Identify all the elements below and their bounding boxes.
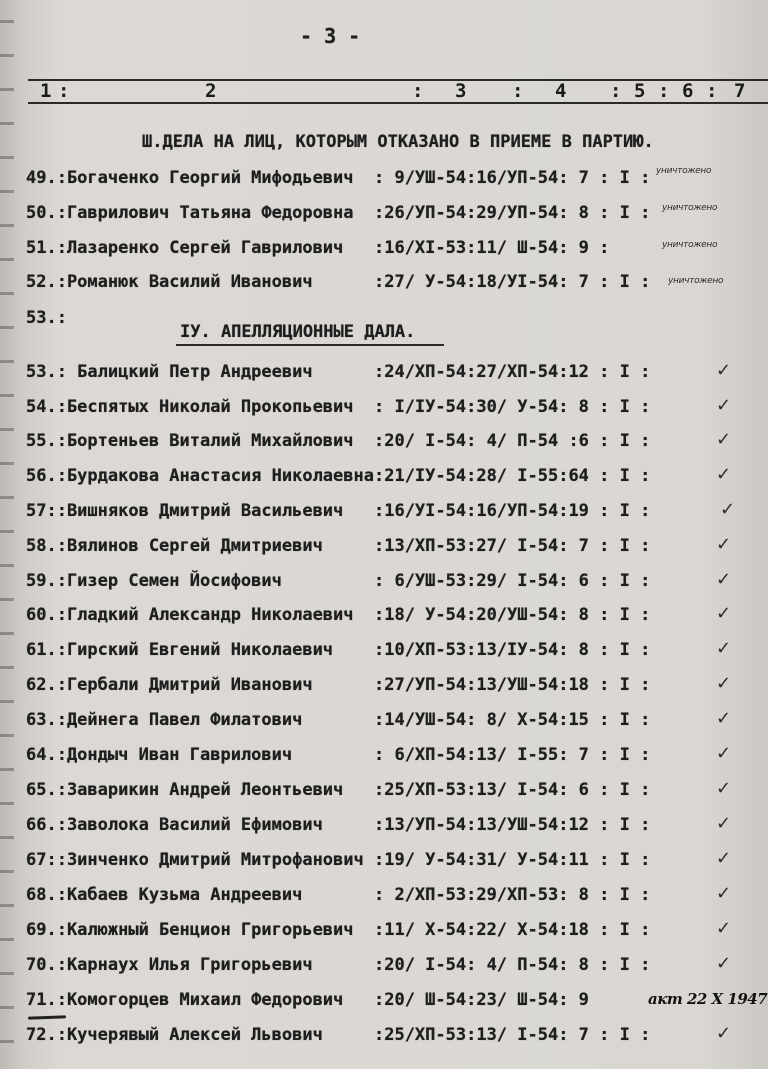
table-row: 50.:Гаврилович Татьяна Федоровна :26/УП-54:29/УП-54: 8 : I :: [26, 203, 651, 223]
header-sep: :: [706, 80, 718, 102]
table-row: 53.:: [26, 308, 67, 328]
table-row: 59.:Гизер Семен Йосифович : 6/УШ-53:29/ I-54: 6 : I :: [26, 571, 651, 591]
check-mark: ✓: [716, 603, 732, 624]
header-col-3: 3: [455, 80, 467, 102]
header-sep: :: [610, 80, 622, 102]
table-row: 63.:Дейнега Павел Филатович :14/УШ-54: 8/ Х-54:15 : I :: [26, 710, 651, 730]
table-row: 49.:Богаченко Георгий Мифодьевич : 9/УШ-54:16/УП-54: 7 : I :: [26, 168, 651, 188]
handwritten-note: уничтожено: [668, 276, 724, 286]
table-row: 72.:Кучерявый Алексей Львович :25/ХП-53:13/ I-54: 7 : I :: [26, 1025, 651, 1045]
header-col-6: 6: [682, 80, 694, 102]
header-sep: :: [512, 80, 524, 102]
handwritten-act-note: акт 22 X 1947: [648, 990, 768, 1008]
check-mark: ✓: [716, 673, 732, 694]
table-row: 71.:Комогорцев Михаил Федорович :20/ Ш-54:23/ Ш-54: 9: [26, 990, 589, 1010]
header-col-5: 5: [634, 80, 646, 102]
section-4-underline: [176, 344, 444, 346]
table-row: 64.:Дондыч Иван Гаврилович : 6/ХП-54:13/ I-55: 7 : I :: [26, 745, 651, 765]
binding-edge: [0, 0, 14, 1069]
check-mark: ✓: [716, 848, 732, 869]
table-row: 58.:Вялинов Сергей Дмитриевич :13/ХП-53:27/ I-54: 7 : I :: [26, 536, 651, 556]
table-row: 67::Зинченко Дмитрий Митрофанович :19/ У-54:31/ У-54:11 : I :: [26, 850, 651, 870]
handwritten-note: уничтожено: [656, 166, 712, 176]
table-row: 61.:Гирский Евгений Николаевич :10/ХП-53:13/IУ-54: 8 : I :: [26, 640, 651, 660]
check-mark: ✓: [716, 708, 732, 729]
check-mark: ✓: [716, 953, 732, 974]
table-row: 65.:Заварикин Андрей Леонтьевич :25/ХП-53:13/ I-54: 6 : I :: [26, 780, 651, 800]
section-4-title: IУ. АПЕЛЛЯЦИОННЫЕ ДАЛА.: [180, 322, 416, 342]
header-sep: :: [58, 80, 70, 102]
table-row: 57::Вишняков Дмитрий Васильевич :16/УI-54:16/УП-54:19 : I :: [26, 501, 651, 521]
table-row: 54.:Беспятых Николай Прокопьевич : I/IУ-54:30/ У-54: 8 : I :: [26, 397, 651, 417]
table-row: 60.:Гладкий Александр Николаевич :18/ У-54:20/УШ-54: 8 : I :: [26, 605, 651, 625]
table-row: 52.:Романюк Василий Иванович :27/ У-54:18/УI-54: 7 : I :: [26, 272, 651, 292]
check-mark: ✓: [716, 918, 732, 939]
check-mark: ✓: [716, 360, 732, 381]
table-row: 55.:Бортеньев Виталий Михайлович :20/ I-54: 4/ П-54 :6 : I :: [26, 431, 651, 451]
table-row: 70.:Карнаух Илья Григорьевич :20/ I-54: 4/ П-54: 8 : I :: [26, 955, 651, 975]
table-row: 66.:Заволока Василий Ефимович :13/УП-54:13/УШ-54:12 : I :: [26, 815, 651, 835]
page-number: - 3 -: [300, 24, 361, 48]
check-mark: ✓: [716, 883, 732, 904]
check-mark: ✓: [716, 638, 732, 659]
handwritten-underline: [28, 1015, 66, 1019]
table-row: 69.:Калюжный Бенцион Григорьевич :11/ Х-54:22/ Х-54:18 : I :: [26, 920, 651, 940]
header-col-7: 7: [734, 80, 746, 102]
check-mark: ✓: [716, 464, 732, 485]
header-rule-bottom: [28, 102, 768, 104]
check-mark: ✓: [716, 534, 732, 555]
header-rule-top: [28, 79, 768, 81]
check-mark: ✓: [720, 499, 736, 520]
header-col-4: 4: [555, 80, 567, 102]
check-mark: ✓: [716, 395, 732, 416]
check-mark: ✓: [716, 743, 732, 764]
table-row: 68.:Кабаев Кузьма Андреевич : 2/ХП-53:29/ХП-53: 8 : I :: [26, 885, 651, 905]
header-col-1: 1: [40, 80, 52, 102]
header-sep: :: [658, 80, 670, 102]
handwritten-note: уничтожено: [662, 240, 718, 250]
header-sep: :: [412, 80, 424, 102]
check-mark: ✓: [716, 813, 732, 834]
header-col-2: 2: [205, 80, 217, 102]
section-3-title: Ш.ДЕЛА НА ЛИЦ, КОТОРЫМ ОТКАЗАНО В ПРИЕМЕ В ПАРТИЮ.: [142, 132, 654, 152]
table-row: 62.:Гербали Дмитрий Иванович :27/УП-54:13/УШ-54:18 : I :: [26, 675, 651, 695]
check-mark: ✓: [716, 1023, 732, 1044]
table-row: 51.:Лазаренко Сергей Гаврилович :16/XI-53:11/ Ш-54: 9 :: [26, 238, 610, 258]
check-mark: ✓: [716, 569, 732, 590]
table-row: 53.: Балицкий Петр Андреевич :24/ХП-54:27/ХП-54:12 : I :: [26, 362, 651, 382]
check-mark: ✓: [716, 429, 732, 450]
handwritten-note: уничтожено: [662, 203, 718, 213]
table-row: 56.:Бурдакова Анастасия Николаевна:21/IУ-54:28/ I-55:64 : I :: [26, 466, 651, 486]
check-mark: ✓: [716, 778, 732, 799]
